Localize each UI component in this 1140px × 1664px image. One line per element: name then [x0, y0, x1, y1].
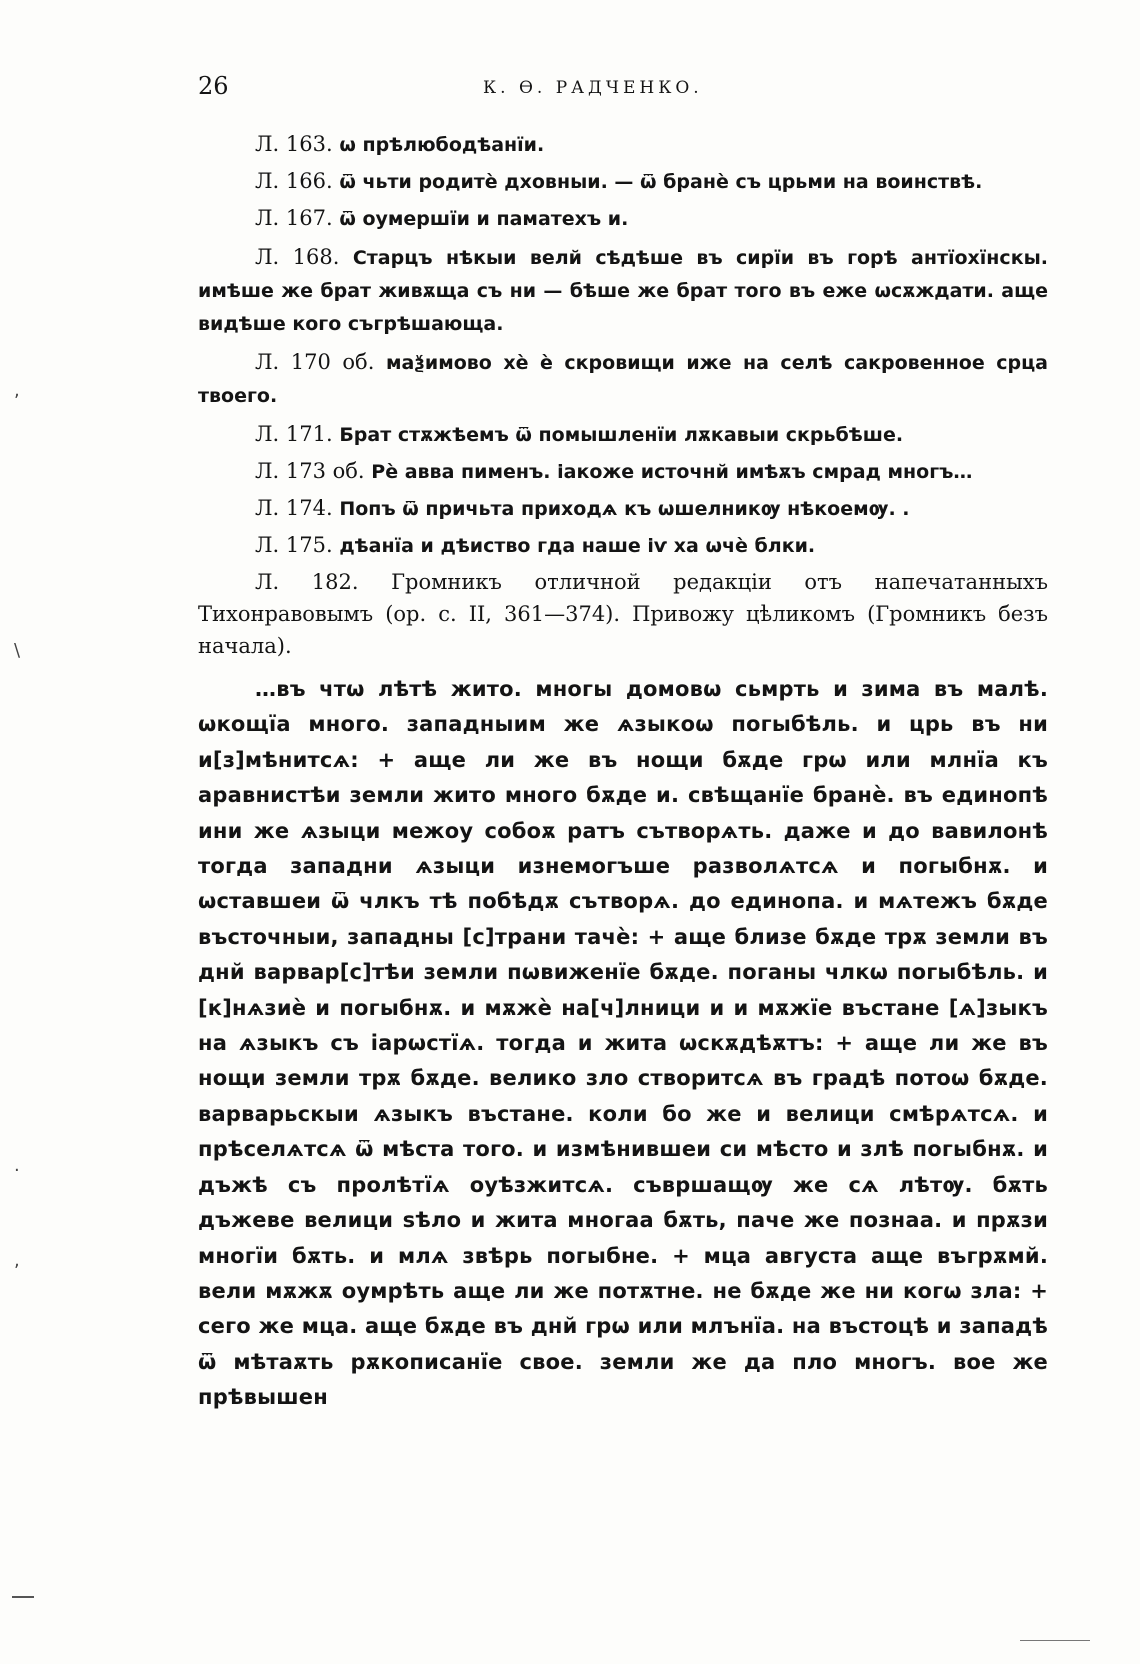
page-number: 26 [198, 72, 229, 100]
entry-text: маѯимово хѐ ѐ скровищи иже на селѣ сакровенное срца твоего. [198, 352, 1048, 407]
folio-label: Л. 166. [255, 169, 333, 193]
entry-173 [198, 455, 1048, 488]
entry-text: дѣанїа и дѣиство гда наше iѵ ха ѡчѐ блки. [339, 535, 816, 557]
entry-text: Попъ ѿ причьта приходѧ къ ѡшелникѹ нѣкоемѹ. . [339, 498, 910, 520]
folio-label: Л. 175. [255, 533, 333, 557]
folio-label: Л. 168. [255, 245, 340, 269]
entry-text: Старцъ нѣкыи велй сѣдѣше въ сирїи въ горѣ антїохїнскы. имѣше же брат живѫща съ ни — бѣше же брат того въ еже ѡсѫждати. аще видѣше кого съгрѣшающа. [198, 247, 1048, 335]
entry-text: Брат стѫжѣемъ ѿ помышленїи лѫкавыи скрьбѣше. [339, 424, 904, 446]
entry-text: ѿ оумершїи и паматехъ и. [339, 208, 629, 230]
entry-174 [198, 492, 1048, 525]
entry-text: ѿ чьти родитѐ дховныи. — ѿ бранѐ съ црьми на воинствѣ. [339, 171, 983, 193]
margin-rule [1020, 1640, 1090, 1641]
entry-text: ѡ прѣлюбодѣанїи. [339, 134, 545, 156]
entry-text: Рѐ авва пименъ. iакоже источнй имѣѫъ смрад многъ… [371, 461, 973, 483]
entry-text: Громникъ отличной редакціи отъ напечатанныхъ Тихонравовымъ (op. с. II, 361—374). Привожу цѣликомъ (Громникъ безъ начала). [198, 570, 1048, 658]
entry-175 [198, 529, 1048, 562]
entry-163 [198, 128, 1048, 161]
folio-label: Л. 163. [255, 132, 333, 156]
margin-rule [12, 1596, 34, 1598]
entry-182 [198, 566, 1048, 662]
folio-label: Л. 182. [255, 570, 359, 594]
margin-mark: \ [14, 640, 21, 661]
folio-label: Л. 171. [255, 422, 333, 446]
page-content [198, 128, 1048, 1437]
folio-label: Л. 173 об. [255, 459, 365, 483]
entry-166 [198, 165, 1048, 198]
gromnik-quote: …въ чтѡ лѣтѣ жито. многы домовѡ сьмрть и зима въ малѣ. ѡкощїа много. западныим же ѧзыкоѡ погыбѣль. и црь въ ни и[з]мѣнитсѧ: + аще ли же въ нощи бѫде грѡ или млнїа къ аравнистѣи земли жито много бѫде и. свѣщанїе бранѐ. въ единопѣ ини же ѧзыци межоу собоѫ ратъ сътворѧть. даже и до вавилонѣ тогда западни ѧзыци изнемогъше разволѧтсѧ и погыбнѫ. и ѡставшеи ѿ члкъ тѣ побѣдѫ сътворѧ. до единопа. и мѧтежъ бѫде въсточныи, западны [с]трани тачѐ: + аще близе бѫде трѫ земли въ днй варвар[с]тѣи земли пѡвиженїе бѫде. поганы члкѡ погыбѣль. и [к]нѧзиѐ и погыбнѫ. и мѫжѐ на[ч]лници и и мѫжїе въстане [ѧ]зыкъ на ѧзыкъ съ iарѡстїѧ. тогда и жита ѡскѫдѣѫтъ: + аще ли же въ нощи земли трѫ бѫде. велико зло створитсѧ въ градѣ потоѡ бѫде. варварьскыи ѧзыкъ въстане. коли бо же и велици смѣрѧтсѧ. и прѣселѧтсѧ ѿ мѣста того. и измѣнившеи си мѣсто и злѣ погыбнѫ. и дъжѣ съ пролѣтїѧ оуѣзжитсѧ. съвршащѹ же сѧ лѣтѹ. бѫть дъжеве велици ѕѣло и жита многаа бѫть, паче же познаа. и прѫзи многїи бѫть. и млѧ звѣрь погыбне. + мца августа аще въгрѫмй. вели мѫжѫ оумрѣть аще ли же потѫтне. не бѫде же ни когѡ зла: + сего же мца. аще бѫде въ днй грѡ или млънїа. на въстоцѣ и западѣ ѿ мѣтаѫть рѫкописанїе свое. земли же да пло многъ. вое же прѣвышен [198, 677, 1048, 1410]
margin-mark: , [14, 1250, 20, 1271]
page-header [198, 64, 1048, 104]
margin-mark: · [14, 1160, 20, 1181]
running-head: К. Ѳ. РАДЧЕНКО. [483, 78, 703, 98]
folio-label: Л. 170 об. [255, 350, 375, 374]
folio-label: Л. 167. [255, 206, 333, 230]
folio-label: Л. 174. [255, 496, 333, 520]
entry-167 [198, 202, 1048, 235]
entry-168 [198, 241, 1048, 340]
entry-170 [198, 346, 1048, 412]
entry-171 [198, 418, 1048, 451]
margin-mark: , [14, 380, 20, 401]
